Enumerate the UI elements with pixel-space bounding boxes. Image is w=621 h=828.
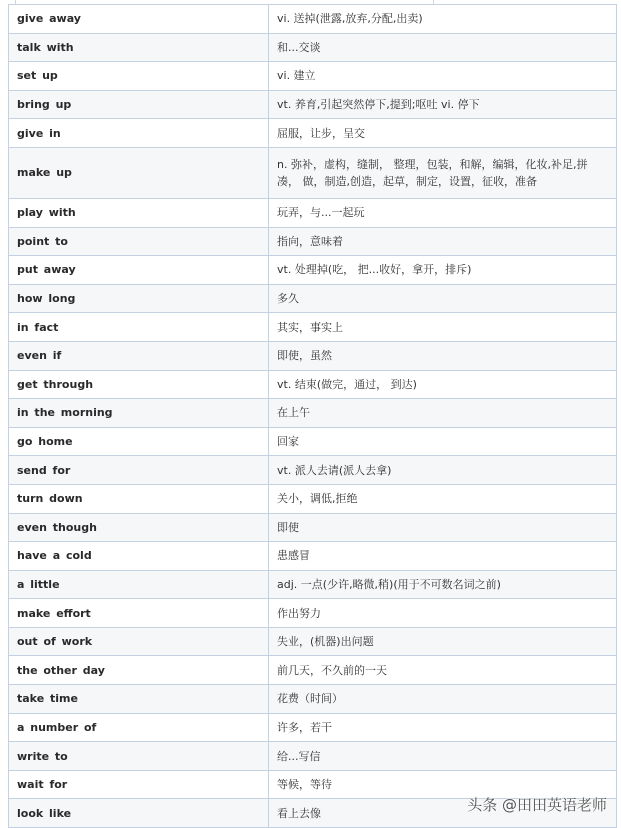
meaning-cell: 作出努力 — [269, 599, 617, 628]
meaning-cell: 患感冒 — [269, 542, 617, 571]
phrase-cell: a little — [9, 570, 269, 599]
table-row — [9, 513, 617, 542]
phrase-cell: point to — [9, 227, 269, 256]
table-row — [9, 370, 617, 399]
table-row — [9, 198, 617, 227]
table-row — [9, 570, 617, 599]
table-row — [9, 427, 617, 456]
table-row — [9, 147, 617, 198]
meaning-cell: 在上午 — [269, 399, 617, 428]
meaning-cell: 多久 — [269, 284, 617, 313]
phrase-cell: have a cold — [9, 542, 269, 571]
table-row — [9, 484, 617, 513]
meaning-cell: 其实，事实上 — [269, 313, 617, 342]
table-row — [9, 62, 617, 91]
meaning-cell: n. 弥补，虚构，缝制， 整理，包装，和解，编辑，化妆,补足,拼凑， 做，制造,创造，起草，制定，设置，征收，准备 — [269, 147, 617, 198]
phrase-cell: look like — [9, 799, 269, 828]
meaning-cell: adj. 一点(少许,略微,稍)(用于不可数名词之前) — [269, 570, 617, 599]
phrase-cell: a number of — [9, 713, 269, 742]
phrase-cell: turn down — [9, 484, 269, 513]
table-row — [9, 713, 617, 742]
table-row — [9, 119, 617, 148]
phrase-cell: make effort — [9, 599, 269, 628]
table-row — [9, 656, 617, 685]
phrase-cell: take time — [9, 685, 269, 714]
phrase-cell: go home — [9, 427, 269, 456]
phrase-cell: give in — [9, 119, 269, 148]
meaning-cell: 屈服，让步，呈交 — [269, 119, 617, 148]
meaning-cell: 指向，意味着 — [269, 227, 617, 256]
table-row — [9, 627, 617, 656]
phrase-table — [8, 4, 617, 828]
meaning-cell: 和...交谈 — [269, 33, 617, 62]
table-row — [9, 742, 617, 771]
table-row — [9, 5, 617, 34]
meaning-cell: 看上去像 — [269, 799, 617, 828]
meaning-cell: 给...写信 — [269, 742, 617, 771]
phrase-cell: even though — [9, 513, 269, 542]
phrase-cell: make up — [9, 147, 269, 198]
phrase-cell: set up — [9, 62, 269, 91]
meaning-cell: vt. 处理掉(吃， 把...收好，拿开，排斥) — [269, 256, 617, 285]
meaning-cell: 玩弄，与...一起玩 — [269, 198, 617, 227]
table-row — [9, 599, 617, 628]
table-row — [9, 399, 617, 428]
table-row — [9, 256, 617, 285]
watermark: 头条 @田田英语老师 — [467, 796, 607, 814]
table-row — [9, 90, 617, 119]
phrase-cell: wait for — [9, 770, 269, 799]
phrase-cell: get through — [9, 370, 269, 399]
phrase-cell: put away — [9, 256, 269, 285]
meaning-cell: vt. 结束(做完，通过， 到达) — [269, 370, 617, 399]
meaning-cell: vi. 送掉(泄露,放弃,分配,出卖) — [269, 5, 617, 34]
meaning-cell: vi. 建立 — [269, 62, 617, 91]
phrase-cell: play with — [9, 198, 269, 227]
meaning-cell: 失业，(机器)出问题 — [269, 627, 617, 656]
meaning-cell: 前几天，不久前的一天 — [269, 656, 617, 685]
phrase-cell: out of work — [9, 627, 269, 656]
phrase-cell: send for — [9, 456, 269, 485]
phrase-cell: the other day — [9, 656, 269, 685]
meaning-cell: 许多，若干 — [269, 713, 617, 742]
phrase-cell: write to — [9, 742, 269, 771]
table-row — [9, 341, 617, 370]
meaning-cell: 花费（时间） — [269, 685, 617, 714]
meaning-cell: vt. 养育,引起突然停下,提到;呕吐 vi. 停下 — [269, 90, 617, 119]
table-row — [9, 227, 617, 256]
table-row — [9, 542, 617, 571]
meaning-cell: 回家 — [269, 427, 617, 456]
meaning-cell: vt. 派人去请(派人去拿) — [269, 456, 617, 485]
meaning-cell: 即使，虽然 — [269, 341, 617, 370]
phrase-cell: in fact — [9, 313, 269, 342]
meaning-cell: 关小，调低,拒绝 — [269, 484, 617, 513]
phrase-cell: give away — [9, 5, 269, 34]
table-row — [9, 313, 617, 342]
phrase-cell: even if — [9, 341, 269, 370]
table-row — [9, 685, 617, 714]
meaning-cell: 等候，等待 — [269, 770, 617, 799]
phrase-cell: talk with — [9, 33, 269, 62]
phrase-cell: in the morning — [9, 399, 269, 428]
table-row — [9, 33, 617, 62]
meaning-cell: 即使 — [269, 513, 617, 542]
phrase-cell: bring up — [9, 90, 269, 119]
table-row — [9, 456, 617, 485]
table-row — [9, 284, 617, 313]
phrase-cell: how long — [9, 284, 269, 313]
